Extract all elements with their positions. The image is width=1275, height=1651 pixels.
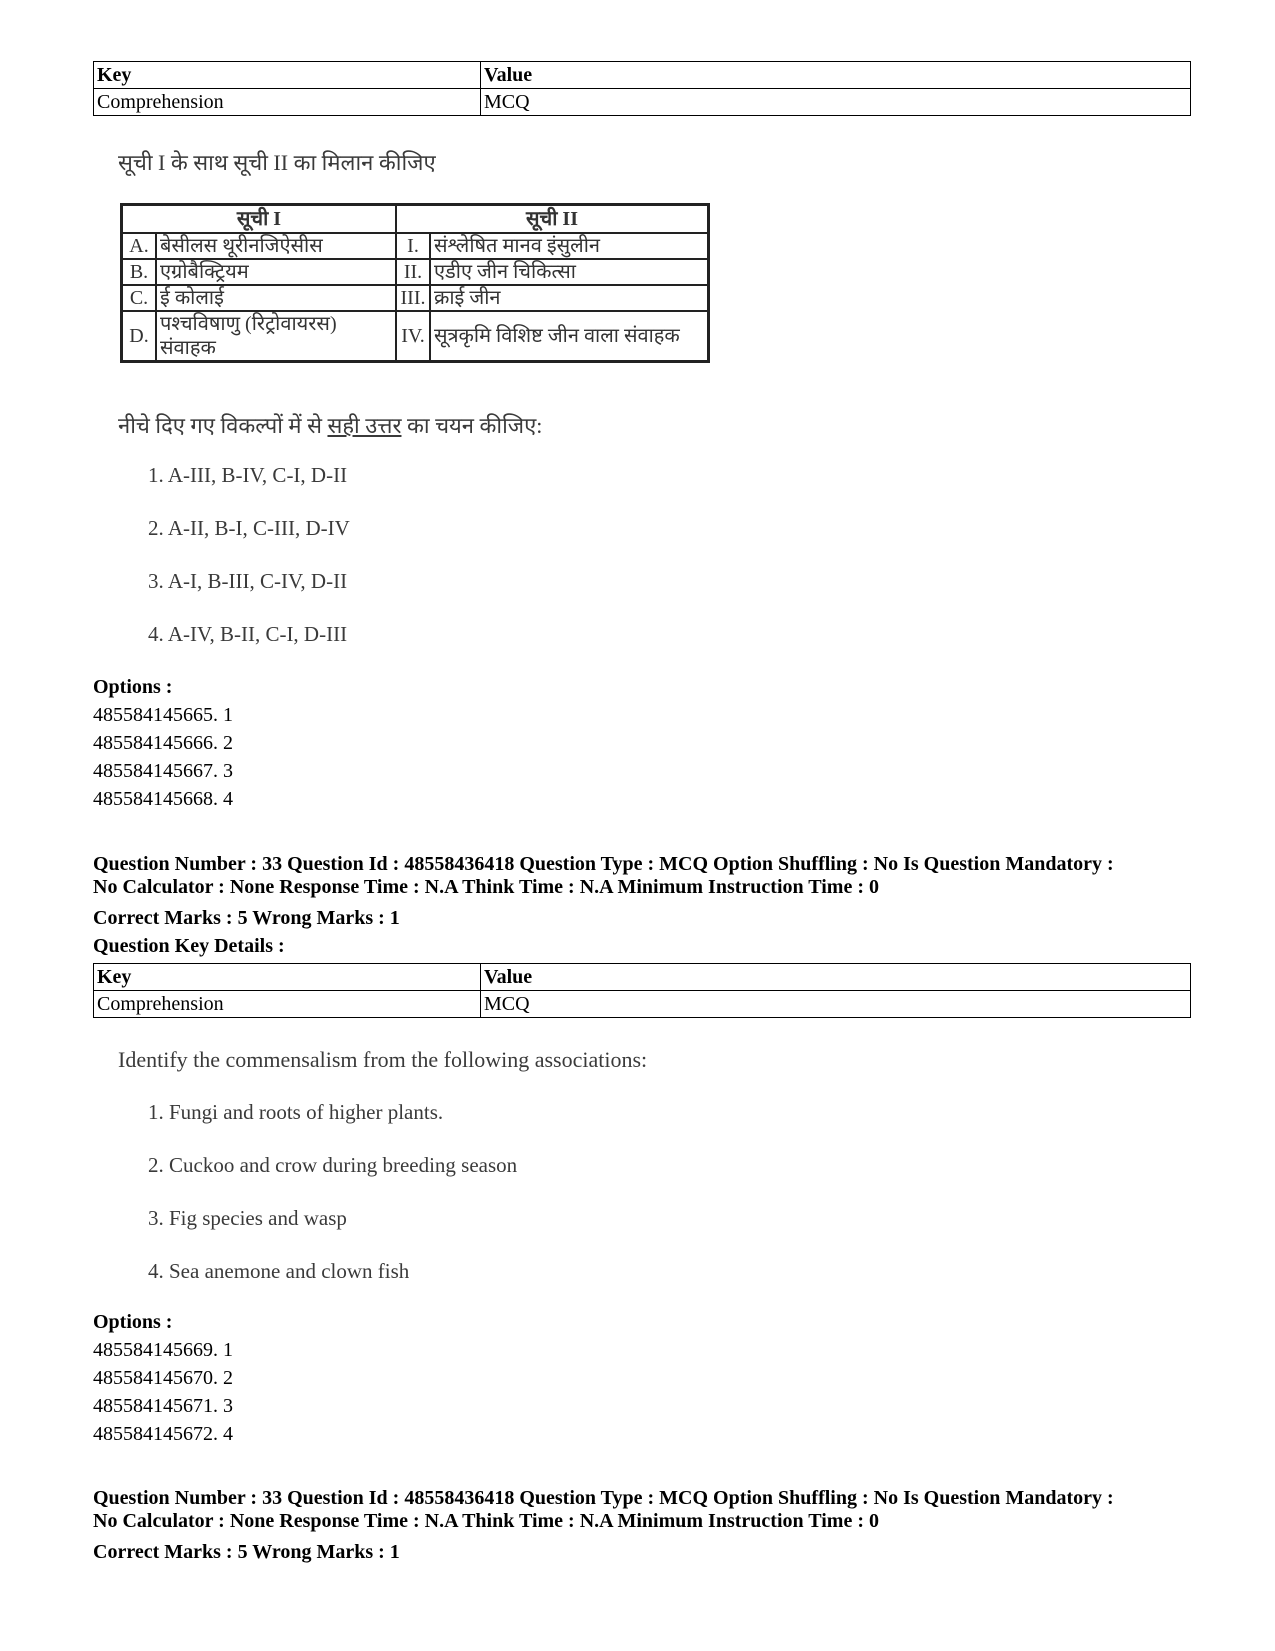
marks-line: Correct Marks : 5 Wrong Marks : 1 — [93, 907, 400, 929]
match-table-row — [122, 233, 709, 259]
value-header: Value — [481, 62, 1191, 89]
key-cell: Comprehension — [94, 991, 481, 1018]
answer-choice: 1. Fungi and roots of higher plants. — [148, 1100, 444, 1124]
list-1-item: बेसीलस थूरीनजिऐसीस — [156, 233, 396, 259]
option-id: 485584145670. 2 — [93, 1367, 233, 1389]
answer-choice: 2. A-II, B-I, C-III, D-IV — [148, 516, 350, 540]
question-header-line-2: No Calculator : None Response Time : N.A Think Time : N.A Minimum Instruction Time : 0 — [93, 1510, 879, 1532]
question-key-table — [93, 963, 1191, 1018]
key-table-header-row — [94, 62, 1191, 89]
list-1-header: सूची I — [122, 205, 397, 234]
match-table — [120, 203, 710, 363]
option-id: 485584145671. 3 — [93, 1395, 233, 1417]
key-table-row — [94, 991, 1191, 1018]
option-id: 485584145665. 1 — [93, 704, 233, 726]
question-header-line-1: Question Number : 33 Question Id : 48558436418 Question Type : MCQ Option Shuffling : No Is Question Mandatory : — [93, 1487, 1114, 1509]
list-1-item: एग्रोबैक्ट्रियम — [156, 259, 396, 285]
value-header: Value — [481, 964, 1191, 991]
row-letter: B. — [122, 259, 157, 285]
row-letter: C. — [122, 285, 157, 311]
list-2-item: क्राई जीन — [430, 285, 709, 311]
question-header — [93, 1487, 1203, 1533]
list-1-item: पश्चविषाणु (रिट्रोवायरस) संवाहक — [156, 311, 396, 362]
option-id: 485584145666. 2 — [93, 732, 233, 754]
row-letter: D. — [122, 311, 157, 362]
list-2-item: सूत्रकृमि विशिष्ट जीन वाला संवाहक — [430, 311, 709, 362]
answer-choice: 1. A-III, B-IV, C-I, D-II — [148, 463, 348, 487]
instruction-underlined: सही उत्तर — [327, 413, 402, 438]
answer-choice: 3. A-I, B-III, C-IV, D-II — [148, 569, 348, 593]
row-numeral: III. — [396, 285, 430, 311]
option-id: 485584145669. 1 — [93, 1339, 233, 1361]
question-header-line-1: Question Number : 33 Question Id : 48558436418 Question Type : MCQ Option Shuffling : No Is Question Mandatory : — [93, 853, 1114, 875]
question-stem: Identify the commensalism from the following associations: — [118, 1047, 648, 1072]
list-2-header: सूची II — [396, 205, 709, 234]
row-letter: A. — [122, 233, 157, 259]
match-table-header-row — [122, 205, 709, 234]
question-stem: सूची I के साथ सूची II का मिलान कीजिए — [118, 150, 436, 175]
key-table-row — [94, 89, 1191, 116]
option-id: 485584145667. 3 — [93, 760, 233, 782]
question-header — [93, 853, 1203, 899]
key-cell: Comprehension — [94, 89, 481, 116]
match-table-row — [122, 285, 709, 311]
value-cell: MCQ — [481, 991, 1191, 1018]
key-header: Key — [94, 964, 481, 991]
answer-choice: 4. Sea anemone and clown fish — [148, 1259, 410, 1283]
question-key-table — [93, 61, 1191, 116]
options-label: Options : — [93, 676, 173, 698]
list-2-item: एडीए जीन चिकित्सा — [430, 259, 709, 285]
key-table-header-row — [94, 964, 1191, 991]
key-details-label: Question Key Details : — [93, 935, 285, 957]
instruction-text — [118, 410, 542, 440]
match-table-row — [122, 259, 709, 285]
instruction-post: का चयन कीजिए: — [401, 413, 543, 438]
row-numeral: I. — [396, 233, 430, 259]
marks-line: Correct Marks : 5 Wrong Marks : 1 — [93, 1541, 400, 1563]
answer-choice: 3. Fig species and wasp — [148, 1206, 347, 1230]
instruction-pre: नीचे दिए गए विकल्पों में से — [118, 413, 328, 438]
answer-choice: 2. Cuckoo and crow during breeding season — [148, 1153, 518, 1177]
value-cell: MCQ — [481, 89, 1191, 116]
options-label: Options : — [93, 1311, 173, 1333]
list-1-item: ई कोलाई — [156, 285, 396, 311]
option-id: 485584145668. 4 — [93, 788, 233, 810]
match-table-row — [122, 311, 709, 362]
row-numeral: IV. — [396, 311, 430, 362]
question-header-line-2: No Calculator : None Response Time : N.A Think Time : N.A Minimum Instruction Time : 0 — [93, 876, 879, 898]
option-id: 485584145672. 4 — [93, 1423, 233, 1445]
list-2-item: संश्लेषित मानव इंसुलीन — [430, 233, 709, 259]
answer-choice: 4. A-IV, B-II, C-I, D-III — [148, 622, 348, 646]
row-numeral: II. — [396, 259, 430, 285]
key-header: Key — [94, 62, 481, 89]
